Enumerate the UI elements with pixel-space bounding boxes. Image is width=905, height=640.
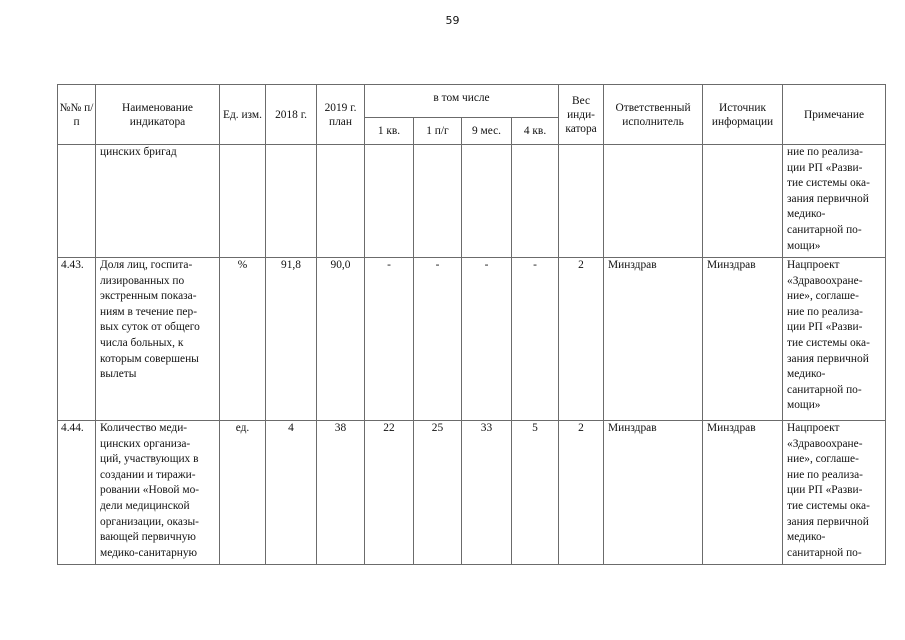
text-line: тие системы ока- xyxy=(787,177,870,190)
text-line: медико- xyxy=(787,208,826,221)
text-line: экстренным показа- xyxy=(100,290,197,303)
text-line: ние по реализа- xyxy=(787,468,863,481)
text-line: санитарной по- xyxy=(787,223,862,236)
cell-2019 xyxy=(317,145,365,258)
text-line: ровании «Новой мо- xyxy=(100,484,200,497)
text-line: ние по реализа- xyxy=(787,305,863,318)
cell-h1: 25 xyxy=(414,421,462,565)
text-line: ции РП «Разви- xyxy=(787,484,863,497)
text-line: Количество меди- xyxy=(100,422,188,434)
text-line: цинских бригад xyxy=(100,146,177,158)
cell-q4: 5 xyxy=(512,421,559,565)
header-note: Примечание xyxy=(783,85,886,145)
text-line: мощи» xyxy=(787,399,821,412)
text-line: числа больных, к xyxy=(100,336,184,349)
header-name: Наименование индикатора xyxy=(96,85,220,145)
cell-9m: 33 xyxy=(462,421,512,565)
text-line: медико-санитарную xyxy=(100,546,198,559)
text-line: санитарной по- xyxy=(787,546,862,559)
header-2019-plan: 2019 г. план xyxy=(317,85,365,145)
text-line: медико- xyxy=(787,368,826,381)
page-number: 59 xyxy=(445,14,460,27)
text-line: ние», соглаше- xyxy=(787,290,859,303)
header-executor: Ответственный исполнитель xyxy=(604,85,703,145)
header-weight: Вес инди-катора xyxy=(559,85,604,145)
text-line: ниям в течение пер- xyxy=(100,305,197,318)
text-line: ции РП «Разви- xyxy=(787,161,863,174)
table-row xyxy=(58,145,886,258)
cell-unit xyxy=(220,145,266,258)
cell-unit: % xyxy=(220,258,266,421)
cell-2019: 38 xyxy=(317,421,365,565)
cell-note xyxy=(783,421,886,565)
text-line: цинских организа- xyxy=(100,437,191,450)
text-line: зания первичной xyxy=(787,352,869,365)
text-line: Нацпроект xyxy=(787,422,840,434)
cell-executor: Минздрав xyxy=(604,258,703,421)
text-line: дели медицинской xyxy=(100,499,190,512)
cell-2018: 91,8 xyxy=(266,258,317,421)
cell-source: Минздрав xyxy=(703,421,783,565)
text-line: ций, участвующих в xyxy=(100,453,199,466)
cell-note xyxy=(783,258,886,421)
text-line: «Здравоохране- xyxy=(787,274,863,287)
header-q4: 4 кв. xyxy=(512,118,559,145)
cell-q1 xyxy=(365,145,414,258)
cell-source: Минздрав xyxy=(703,258,783,421)
cell-name xyxy=(96,421,220,565)
text-line: «Здравоохране- xyxy=(787,437,863,450)
cell-num: 4.44. xyxy=(58,421,96,565)
text-line: тие системы ока- xyxy=(787,499,870,512)
text-line: Доля лиц, госпита- xyxy=(100,259,193,271)
text-line: зания первичной xyxy=(787,192,869,205)
indicator-table xyxy=(57,84,886,565)
text-line: организации, оказы- xyxy=(100,515,199,528)
text-line: зания первичной xyxy=(787,515,869,528)
header-2018: 2018 г. xyxy=(266,85,317,145)
text-line: лизированных по xyxy=(100,274,185,287)
text-line: мощи» xyxy=(787,239,821,252)
text-line: медико- xyxy=(787,531,826,544)
cell-weight: 2 xyxy=(559,421,604,565)
cell-q1: 22 xyxy=(365,421,414,565)
cell-9m: - xyxy=(462,258,512,421)
text-line: Нацпроект xyxy=(787,259,840,271)
header-9m: 9 мес. xyxy=(462,118,512,145)
cell-executor: Минздрав xyxy=(604,421,703,565)
cell-unit: ед. xyxy=(220,421,266,565)
text-line: ние», соглаше- xyxy=(787,453,859,466)
cell-name xyxy=(96,258,220,421)
cell-note xyxy=(783,145,886,258)
header-q1: 1 кв. xyxy=(365,118,414,145)
cell-q4: - xyxy=(512,258,559,421)
cell-source xyxy=(703,145,783,258)
text-line: ции РП «Разви- xyxy=(787,321,863,334)
cell-name xyxy=(96,145,220,258)
table-row xyxy=(58,258,886,421)
text-line: вылеты xyxy=(100,368,137,381)
cell-2018 xyxy=(266,145,317,258)
cell-h1: - xyxy=(414,258,462,421)
header-h1: 1 п/г xyxy=(414,118,462,145)
header-source: Источник информации xyxy=(703,85,783,145)
cell-num xyxy=(58,145,96,258)
cell-9m xyxy=(462,145,512,258)
cell-weight xyxy=(559,145,604,258)
text-line: вых суток от общего xyxy=(100,321,200,334)
header-unit: Ед. изм. xyxy=(220,85,266,145)
text-line: создании и тиражи- xyxy=(100,468,196,481)
cell-2018: 4 xyxy=(266,421,317,565)
cell-h1 xyxy=(414,145,462,258)
cell-q4 xyxy=(512,145,559,258)
header-including: в том числе xyxy=(365,85,559,118)
cell-q1: - xyxy=(365,258,414,421)
table-row xyxy=(58,421,886,565)
cell-2019: 90,0 xyxy=(317,258,365,421)
cell-weight: 2 xyxy=(559,258,604,421)
text-line: которым совершены xyxy=(100,352,199,365)
text-line: санитарной по- xyxy=(787,383,862,396)
text-line: тие системы ока- xyxy=(787,336,870,349)
cell-executor xyxy=(604,145,703,258)
cell-num: 4.43. xyxy=(58,258,96,421)
text-line: вающей первичную xyxy=(100,531,196,544)
header-num: №№ п/п xyxy=(58,85,96,145)
text-line: ние по реализа- xyxy=(787,146,863,158)
